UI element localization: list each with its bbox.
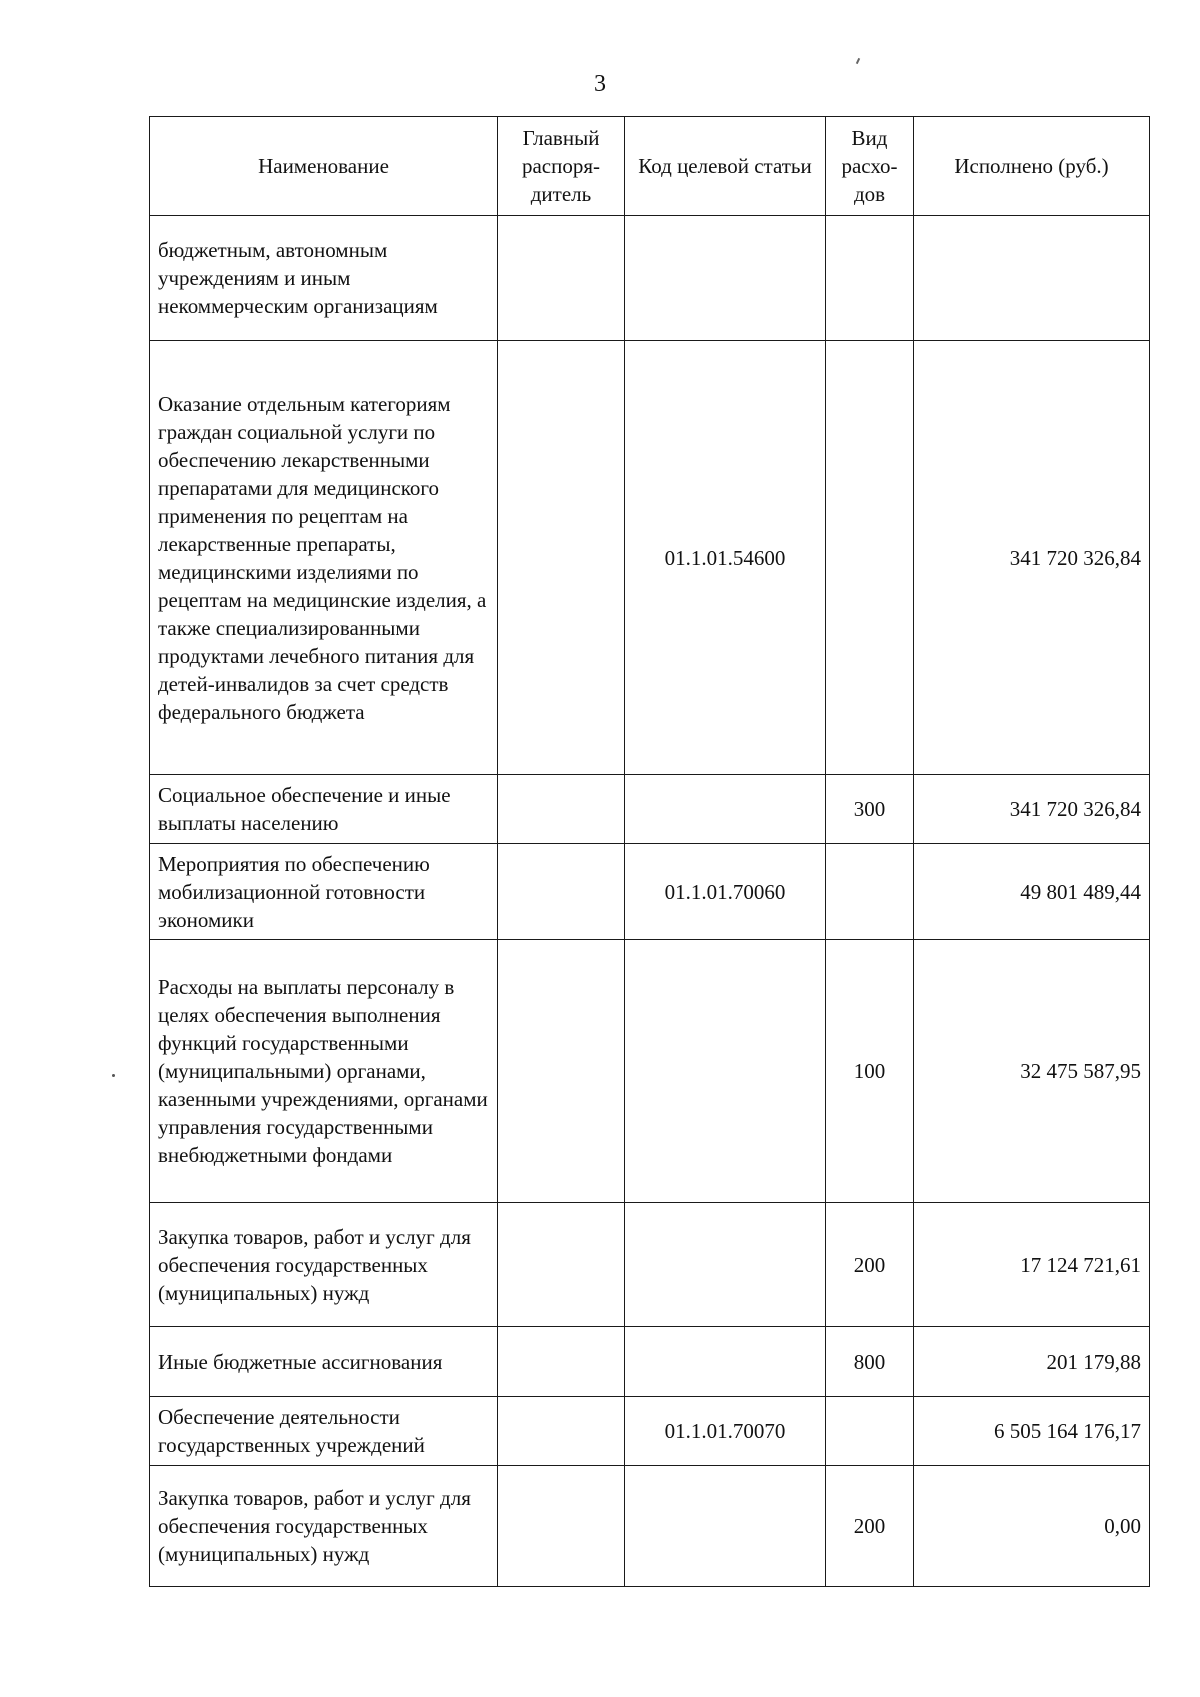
cell-main-manager xyxy=(498,940,625,1203)
cell-target-code xyxy=(625,1466,826,1587)
budget-execution-table xyxy=(149,116,1150,1587)
cell-name: Оказание отдельным категориям граждан социальной услуги по обеспечению лекарственными препаратами для медицинского применения по рецептам на лекарственные препараты, медицинскими изделиями по рецептам на медицинские изделия, а также специализированными продуктами лечебного питания для детей-инвалидов за счет средств федерального бюджета xyxy=(150,341,498,775)
table-row xyxy=(150,216,1150,341)
cell-main-manager xyxy=(498,1397,625,1466)
cell-expense-type: 200 xyxy=(826,1203,914,1327)
cell-name: Закупка товаров, работ и услуг для обеспечения государственных (муниципальных) нужд xyxy=(150,1203,498,1327)
table-row xyxy=(150,775,1150,844)
cell-executed: 201 179,88 xyxy=(914,1327,1150,1397)
scan-speck xyxy=(856,58,860,64)
table-row xyxy=(150,1466,1150,1587)
table-row xyxy=(150,1397,1150,1466)
cell-main-manager xyxy=(498,844,625,940)
cell-expense-type xyxy=(826,341,914,775)
cell-target-code xyxy=(625,216,826,341)
cell-expense-type xyxy=(826,216,914,341)
cell-name: бюджетным, автономным учреждениям и иным некоммерческим организациям xyxy=(150,216,498,341)
header-main-manager: Главный распоря-дитель xyxy=(498,117,625,216)
scan-speck xyxy=(112,1074,115,1077)
cell-main-manager xyxy=(498,1466,625,1587)
header-target-code: Код целевой статьи xyxy=(625,117,826,216)
cell-main-manager xyxy=(498,1327,625,1397)
cell-target-code xyxy=(625,1327,826,1397)
cell-name: Закупка товаров, работ и услуг для обеспечения государственных (муниципальных) нужд xyxy=(150,1466,498,1587)
header-name: Наименование xyxy=(150,117,498,216)
cell-name: Социальное обеспечение и иные выплаты населению xyxy=(150,775,498,844)
cell-target-code xyxy=(625,1203,826,1327)
cell-executed: 17 124 721,61 xyxy=(914,1203,1150,1327)
header-expense-type: Вид расхо-дов xyxy=(826,117,914,216)
cell-expense-type: 300 xyxy=(826,775,914,844)
table-row xyxy=(150,844,1150,940)
header-executed: Исполнено (руб.) xyxy=(914,117,1150,216)
table-row xyxy=(150,1327,1150,1397)
cell-main-manager xyxy=(498,216,625,341)
cell-executed: 32 475 587,95 xyxy=(914,940,1150,1203)
cell-main-manager xyxy=(498,775,625,844)
cell-executed xyxy=(914,216,1150,341)
cell-expense-type xyxy=(826,844,914,940)
cell-executed: 6 505 164 176,17 xyxy=(914,1397,1150,1466)
page-number: 3 xyxy=(594,71,606,97)
cell-executed: 341 720 326,84 xyxy=(914,775,1150,844)
cell-name: Обеспечение деятельности государственных учреждений xyxy=(150,1397,498,1466)
table-row xyxy=(150,940,1150,1203)
cell-expense-type: 800 xyxy=(826,1327,914,1397)
cell-name: Иные бюджетные ассигнования xyxy=(150,1327,498,1397)
cell-target-code: 01.1.01.54600 xyxy=(625,341,826,775)
cell-expense-type: 200 xyxy=(826,1466,914,1587)
cell-target-code: 01.1.01.70060 xyxy=(625,844,826,940)
cell-executed: 49 801 489,44 xyxy=(914,844,1150,940)
cell-executed: 341 720 326,84 xyxy=(914,341,1150,775)
table-header-row xyxy=(150,117,1150,216)
cell-executed: 0,00 xyxy=(914,1466,1150,1587)
table-row xyxy=(150,341,1150,775)
cell-main-manager xyxy=(498,1203,625,1327)
cell-target-code: 01.1.01.70070 xyxy=(625,1397,826,1466)
cell-name: Мероприятия по обеспечению мобилизационной готовности экономики xyxy=(150,844,498,940)
cell-name: Расходы на выплаты персоналу в целях обеспечения выполнения функций государственными (муниципальными) органами, казенными учреждениями, органами управления государственными внебюджетными фондами xyxy=(150,940,498,1203)
cell-expense-type: 100 xyxy=(826,940,914,1203)
table-row xyxy=(150,1203,1150,1327)
cell-target-code xyxy=(625,940,826,1203)
cell-main-manager xyxy=(498,341,625,775)
cell-expense-type xyxy=(826,1397,914,1466)
cell-target-code xyxy=(625,775,826,844)
